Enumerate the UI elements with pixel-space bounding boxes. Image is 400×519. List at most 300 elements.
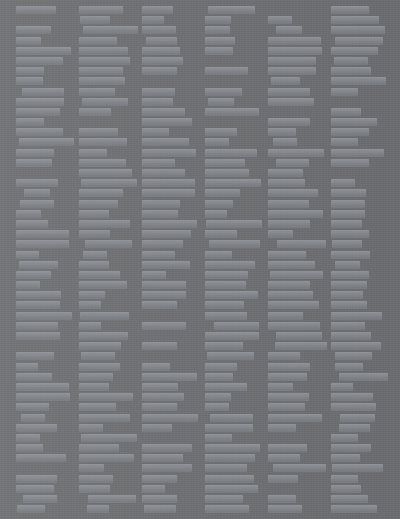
embossed-text-line: [142, 159, 175, 167]
embossed-text-line: [16, 16, 75, 24]
embossed-text-line: [205, 444, 260, 452]
embossed-text-line: [16, 291, 61, 299]
embossed-text-line: [82, 98, 128, 106]
embossed-text-line: [79, 220, 130, 228]
embossed-text-line: [268, 98, 314, 106]
embossed-text-line: [79, 444, 119, 452]
embossed-text-line: [205, 383, 247, 391]
embossed-text-line: [331, 281, 367, 289]
embossed-text-line: [206, 220, 262, 228]
embossed-text-line: [79, 393, 133, 401]
embossed-text-line: [205, 332, 259, 340]
embossed-text-line: [19, 261, 59, 269]
embossed-text-line: [331, 342, 381, 350]
embossed-text-line: [205, 301, 244, 309]
embossed-text-line: [331, 332, 371, 340]
embossed-text-line: [205, 57, 264, 65]
embossed-text-line: [79, 88, 115, 96]
embossed-text-line: [268, 352, 300, 360]
embossed-text-line: [331, 169, 390, 177]
embossed-text-line: [79, 200, 118, 208]
embossed-text-line: [205, 393, 231, 401]
embossed-text-line: [268, 108, 327, 116]
embossed-text-line: [205, 454, 255, 462]
embossed-text-line: [79, 210, 109, 218]
embossed-text-line: [276, 332, 322, 340]
embossed-text-line: [205, 485, 258, 493]
embossed-text-line: [142, 26, 176, 34]
embossed-text-line: [79, 414, 130, 422]
embossed-text-line: [79, 301, 101, 309]
embossed-text-line: [205, 128, 237, 136]
embossed-text-line: [79, 424, 103, 432]
embossed-text-line: [331, 322, 365, 330]
embossed-text-line: [16, 485, 54, 493]
embossed-text-line: [79, 373, 113, 381]
column-1: [16, 6, 75, 514]
embossed-text-line: [142, 138, 189, 146]
embossed-text-line: [79, 169, 132, 177]
embossed-text-line: [268, 301, 319, 309]
embossed-text-line: [81, 434, 137, 442]
embossed-text-line: [331, 16, 379, 24]
embossed-text-line: [16, 363, 38, 371]
embossed-text-line: [16, 251, 39, 259]
embossed-text-line: [205, 271, 248, 279]
embossed-text-line: [205, 149, 257, 157]
embossed-text-line: [331, 393, 373, 401]
embossed-text-line: [339, 373, 389, 381]
embossed-text-line: [79, 67, 123, 75]
embossed-text-line: [331, 6, 369, 14]
embossed-text-line: [268, 67, 316, 75]
embossed-text-line: [273, 138, 297, 146]
embossed-text-line: [268, 37, 321, 45]
embossed-text-line: [205, 251, 232, 259]
embossed-text-line: [142, 240, 183, 248]
embossed-text-line: [205, 495, 243, 503]
embossed-text-line: [16, 128, 63, 136]
embossed-text-line: [210, 414, 253, 422]
embossed-text-line: [205, 179, 261, 187]
embossed-text-line: [331, 149, 384, 157]
embossed-text-line: [340, 414, 375, 422]
embossed-text-line: [268, 169, 303, 177]
embossed-text-line: [79, 47, 128, 55]
embossed-text-line: [16, 26, 51, 34]
embossed-text-line: [275, 342, 327, 350]
embossed-text-line: [142, 271, 166, 279]
embossed-text-line: [79, 37, 117, 45]
embossed-text-line: [142, 373, 197, 381]
embossed-text-line: [205, 281, 246, 289]
embossed-text-line: [205, 16, 231, 24]
embossed-text-line: [331, 179, 355, 187]
embossed-text-line: [142, 149, 196, 157]
embossed-text-line: [142, 454, 183, 462]
embossed-text-line: [142, 189, 195, 197]
embossed-text-line: [79, 281, 127, 289]
embossed-text-line: [331, 189, 366, 197]
embossed-text-line: [80, 16, 111, 24]
embossed-text-line: [16, 352, 54, 360]
embossed-text-line: [16, 6, 56, 14]
embossed-text-line: [205, 189, 240, 197]
column-4: [205, 6, 264, 514]
embossed-text-line: [268, 363, 310, 371]
embossed-text-line: [24, 189, 51, 197]
embossed-text-line: [205, 505, 249, 513]
embossed-text-line: [205, 159, 245, 167]
embossed-text-line: [146, 37, 177, 45]
embossed-text-line: [16, 210, 41, 218]
embossed-text-line: [16, 240, 69, 248]
embossed-text-line: [268, 281, 310, 289]
embossed-text-line: [334, 57, 368, 65]
embossed-text-line: [17, 505, 45, 513]
embossed-text-line: [16, 159, 52, 167]
embossed-text-line: [205, 200, 233, 208]
embossed-text-line: [207, 352, 254, 360]
embossed-text-line: [142, 393, 184, 401]
embossed-text-line: [331, 383, 353, 391]
embossed-text-line: [276, 26, 303, 34]
embossed-text-line: [205, 47, 233, 55]
embossed-text-line: [142, 77, 201, 85]
embossed-text-line: [142, 210, 178, 218]
embossed-text-line: [205, 230, 237, 238]
embossed-text-line: [331, 67, 371, 75]
embossed-text-line: [205, 108, 259, 116]
embossed-text-line: [268, 444, 307, 452]
embossed-text-line: [142, 312, 201, 320]
embossed-text-line: [268, 393, 309, 401]
embossed-text-line: [331, 98, 390, 106]
embossed-text-line: [268, 261, 315, 269]
embossed-text-line: [142, 383, 178, 391]
embossed-text-line: [79, 138, 127, 146]
embossed-text-line: [16, 281, 40, 289]
embossed-text-line: [142, 98, 173, 106]
embossed-text-line: [271, 77, 300, 85]
embossed-text-line: [331, 26, 385, 34]
embossed-text-line: [205, 261, 255, 269]
embossed-text-line: [205, 403, 229, 411]
embossed-text-line: [205, 373, 233, 381]
embossed-text-line: [85, 240, 132, 248]
embossed-text-line: [335, 363, 363, 371]
embossed-text-line: [79, 332, 128, 340]
embossed-text-line: [87, 505, 109, 513]
embossed-text-line: [16, 322, 58, 330]
embossed-text-line: [79, 475, 113, 483]
embossed-text-line: [79, 230, 110, 238]
embossed-text-line: [23, 495, 57, 503]
embossed-text-line: [331, 159, 369, 167]
embossed-text-line: [142, 16, 164, 24]
embossed-text-line: [79, 464, 104, 472]
embossed-text-line: [142, 322, 186, 330]
embossed-text-line: [16, 475, 57, 483]
embossed-text-line: [331, 444, 371, 452]
embossed-text-line: [205, 67, 248, 75]
embossed-text-line: [142, 128, 169, 136]
embossed-text-line: [142, 301, 177, 309]
embossed-text-line: [331, 271, 369, 279]
embossed-text-line: [268, 189, 318, 197]
embossed-text-line: [268, 57, 316, 65]
embossed-text-line: [79, 149, 107, 157]
embossed-text-line: [205, 291, 258, 299]
embossed-text-line: [331, 434, 358, 442]
embossed-text-line: [142, 261, 190, 269]
embossed-text-line: [81, 352, 115, 360]
embossed-text-line: [16, 301, 60, 309]
embossed-text-line: [208, 98, 235, 106]
embossed-text-line: [268, 414, 322, 422]
embossed-text-line: [331, 118, 377, 126]
embossed-text-line: [142, 220, 197, 228]
embossed-text-line: [79, 108, 111, 116]
embossed-text-line: [16, 169, 75, 177]
embossed-text-line: [16, 118, 44, 126]
embossed-text-line: [79, 128, 118, 136]
embossed-text-line: [142, 342, 177, 350]
embossed-text-line: [16, 342, 75, 350]
embossed-text-line: [205, 312, 247, 320]
embossed-text-line: [205, 475, 254, 483]
embossed-text-line: [331, 230, 369, 238]
embossed-text-line: [79, 363, 120, 371]
embossed-text-line: [142, 332, 201, 340]
embossed-text-line: [205, 464, 247, 472]
embossed-text-line: [268, 312, 303, 320]
embossed-text-line: [16, 383, 69, 391]
embossed-text-line: [16, 57, 63, 65]
embossed-text-line: [205, 88, 242, 96]
embossed-text-line: [79, 322, 101, 330]
embossed-text-line: [331, 138, 358, 146]
embossed-text-line: [331, 505, 377, 513]
embossed-text-line: [332, 464, 384, 472]
embossed-text-line: [79, 403, 116, 411]
embossed-text-line: [16, 444, 43, 452]
embossed-text-line: [205, 424, 253, 432]
embossed-text-line: [16, 271, 51, 279]
embossed-text-line: [273, 464, 326, 472]
embossed-text-line: [79, 189, 123, 197]
embossed-text-line: [142, 424, 172, 432]
embossed-text-line: [16, 434, 40, 442]
embossed-text-line: [205, 363, 237, 371]
embossed-text-line: [268, 373, 307, 381]
embossed-text-line: [268, 128, 296, 136]
embossed-text-line: [142, 118, 192, 126]
embossed-text-line: [205, 118, 264, 126]
embossed-text-line: [268, 230, 293, 238]
column-5: [268, 6, 327, 514]
embossed-text-line: [268, 118, 310, 126]
embossed-text-line: [332, 240, 362, 248]
embossed-text-line: [331, 485, 361, 493]
embossed-text-line: [142, 179, 195, 187]
embossed-text-line: [142, 57, 183, 65]
embossed-text-line: [16, 77, 43, 85]
embossed-text-line: [268, 434, 327, 442]
embossed-text-line: [268, 403, 305, 411]
embossed-text-line: [16, 403, 49, 411]
embossed-text-line: [16, 230, 69, 238]
embossed-text-line: [214, 322, 259, 330]
column-2: [79, 6, 138, 514]
embossed-text-line: [79, 159, 126, 167]
embossed-text-line: [205, 77, 264, 85]
embossed-text-line: [268, 200, 309, 208]
embossed-text-line: [144, 505, 176, 513]
embossed-text-line: [331, 220, 362, 228]
embossed-text-line: [142, 464, 192, 472]
embossed-text-line: [79, 118, 138, 126]
embossed-text-line: [16, 47, 71, 55]
embossed-text-line: [19, 138, 74, 146]
embossed-text-line: [142, 485, 165, 493]
embossed-text-line: [21, 414, 45, 422]
embossed-text-line: [268, 179, 305, 187]
embossed-text-line: [16, 220, 48, 228]
embossed-text-line: [209, 240, 261, 248]
embossed-text-line: [79, 291, 105, 299]
embossed-text-line: [142, 251, 175, 259]
name-columns: [16, 6, 390, 514]
embossed-text-line: [331, 210, 365, 218]
column-6: [331, 6, 390, 514]
embossed-text-line: [268, 505, 302, 513]
embossed-text-line: [268, 88, 310, 96]
embossed-text-line: [276, 159, 310, 167]
embossed-text-line: [331, 291, 363, 299]
embossed-text-line: [79, 77, 125, 85]
embossed-text-line: [142, 444, 192, 452]
embossed-text-line: [268, 454, 300, 462]
embossed-text-line: [79, 261, 109, 269]
column-3: [142, 6, 201, 514]
embossed-text-line: [142, 6, 173, 14]
embossed-text-line: [88, 495, 136, 503]
embossed-text-line: [331, 301, 367, 309]
embossed-text-line: [20, 200, 54, 208]
embossed-text-line: [268, 149, 324, 157]
embossed-text-line: [331, 47, 378, 55]
embossed-text-line: [335, 37, 383, 45]
embossed-text-line: [205, 169, 249, 177]
embossed-text-line: [268, 424, 296, 432]
embossed-text-line: [83, 26, 138, 34]
embossed-text-line: [331, 77, 386, 85]
embossed-text-line: [205, 138, 229, 146]
embossed-text-line: [142, 169, 185, 177]
embossed-text-line: [16, 424, 57, 432]
embossed-text-line: [142, 291, 186, 299]
embossed-text-line: [268, 291, 313, 299]
embossed-text-line: [142, 47, 180, 55]
embossed-text-line: [142, 363, 170, 371]
embossed-text-line: [16, 393, 70, 401]
embossed-text-line: [331, 312, 382, 320]
embossed-text-line: [142, 88, 175, 96]
embossed-text-line: [142, 108, 185, 116]
embossed-text-line: [335, 352, 372, 360]
embossed-text-line: [142, 281, 186, 289]
embossed-text-line: [268, 16, 292, 24]
embossed-text-line: [331, 108, 361, 116]
embossed-text-line: [331, 454, 360, 462]
embossed-text-line: [142, 414, 198, 422]
embossed-text-line: [208, 6, 255, 14]
embossed-text-line: [16, 98, 64, 106]
embossed-text-line: [268, 210, 323, 218]
embossed-text-line: [331, 403, 376, 411]
embossed-text-line: [16, 454, 66, 462]
embossed-text-line: [16, 108, 60, 116]
embossed-text-line: [79, 271, 120, 279]
embossed-text-line: [16, 179, 58, 187]
embossed-text-line: [16, 149, 54, 157]
embossed-text-line: [16, 312, 72, 320]
embossed-text-line: [142, 67, 177, 75]
embossed-text-line: [80, 312, 129, 320]
embossed-text-line: [79, 342, 121, 350]
embossed-text-line: [79, 485, 110, 493]
embossed-text-line: [16, 464, 75, 472]
embossed-text-line: [268, 495, 296, 503]
embossed-text-line: [268, 220, 310, 228]
embossed-text-line: [142, 403, 177, 411]
embossed-text-line: [268, 475, 298, 483]
embossed-text-line: [270, 271, 323, 279]
embossed-text-line: [205, 26, 230, 34]
embossed-text-line: [79, 383, 109, 391]
embossed-text-line: [268, 485, 327, 493]
embossed-text-line: [79, 57, 130, 65]
embossed-text-line: [22, 88, 63, 96]
embossed-text-line: [79, 454, 134, 462]
embossed-text-line: [268, 251, 306, 259]
embossed-text-line: [83, 251, 108, 259]
embossed-text-line: [16, 67, 44, 75]
embossed-text-line: [268, 6, 327, 14]
embossed-text-line: [205, 342, 243, 350]
embossed-text-line: [16, 332, 60, 340]
embossed-text-line: [142, 200, 180, 208]
embossed-text-line: [142, 434, 201, 442]
embossed-text-line: [205, 37, 235, 45]
embossed-text-line: [16, 373, 52, 381]
embossed-text-line: [142, 475, 177, 483]
embossed-text-line: [268, 322, 320, 330]
embossed-text-line: [205, 210, 227, 218]
embossed-text-line: [16, 37, 41, 45]
embossed-text-line: [331, 88, 358, 96]
embossed-text-line: [81, 179, 137, 187]
embossed-text-line: [331, 128, 369, 136]
embossed-text-line: [331, 475, 358, 483]
embossed-text-line: [331, 251, 370, 259]
embossed-text-line: [79, 6, 123, 14]
embossed-text-line: [142, 230, 191, 238]
embossed-text-line: [335, 261, 360, 269]
embossed-text-line: [268, 47, 322, 55]
embossed-text-line: [142, 352, 201, 360]
